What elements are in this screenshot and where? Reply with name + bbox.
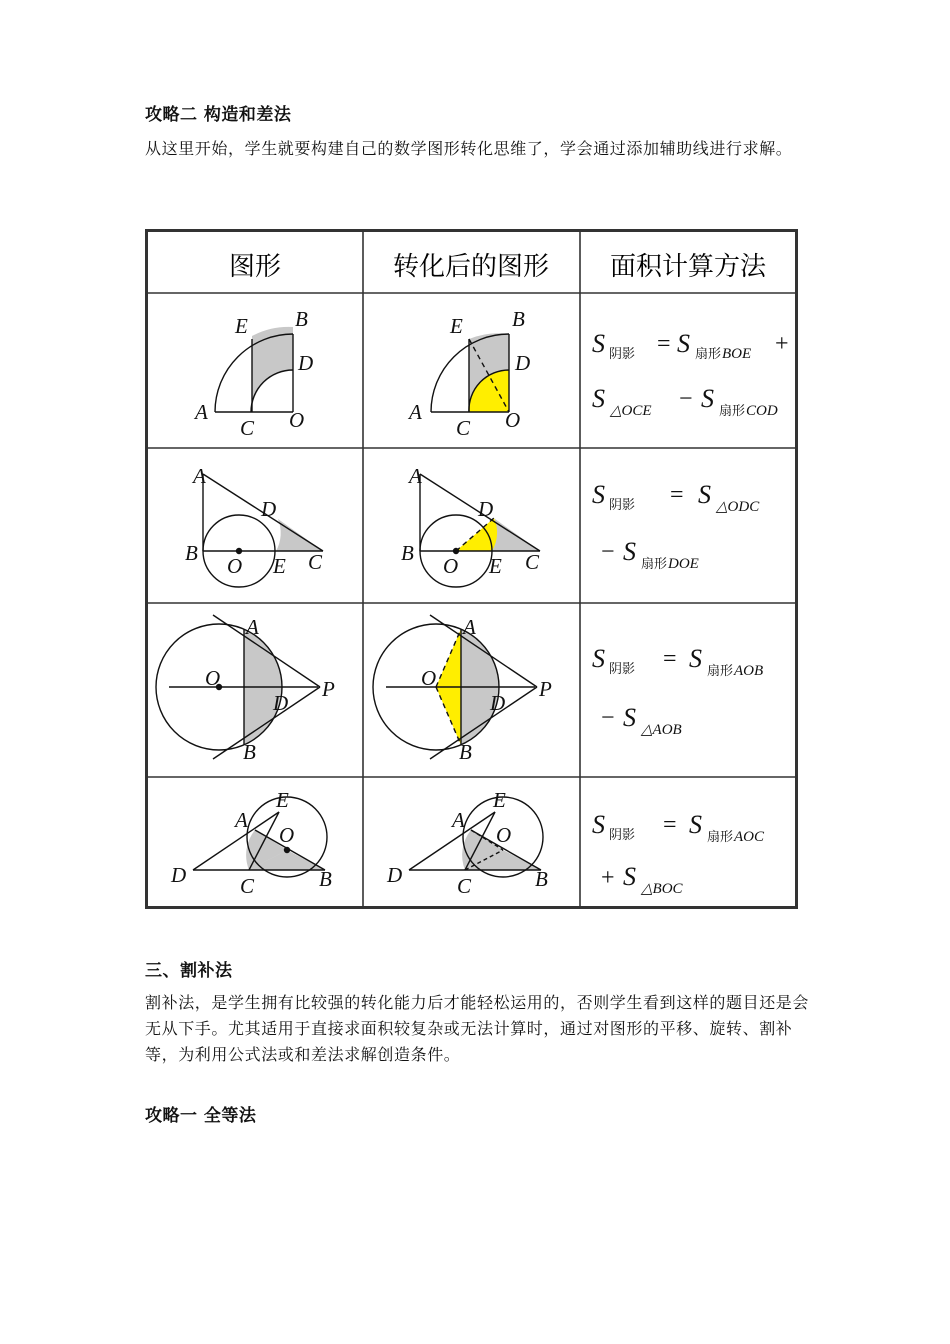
svg-text:A: A	[463, 615, 476, 639]
svg-text:O: O	[443, 554, 459, 578]
svg-text:阴影: 阴影	[609, 828, 636, 843]
svg-text:BOE: BOE	[722, 346, 752, 362]
row2-original-figure	[203, 474, 323, 587]
svg-text:P: P	[322, 677, 335, 701]
svg-text:C: C	[240, 416, 255, 440]
svg-text:扇形: 扇形	[707, 830, 734, 845]
svg-text:=: =	[663, 646, 677, 672]
svg-text:S: S	[592, 329, 605, 358]
svg-text:A: A	[195, 400, 208, 424]
svg-text:S: S	[592, 810, 605, 839]
svg-text:+: +	[775, 331, 789, 357]
svg-text:O: O	[496, 823, 512, 847]
section-heading-construct: 攻略二 构造和差法	[145, 105, 292, 125]
svg-text:E: E	[276, 788, 289, 812]
svg-text:B: B	[295, 307, 308, 331]
svg-text:阴影: 阴影	[609, 662, 636, 677]
svg-text:扇形: 扇形	[719, 404, 746, 419]
svg-text:AOC: AOC	[734, 829, 764, 845]
method-table	[145, 229, 798, 909]
svg-text:B: B	[459, 740, 472, 764]
svg-text:B: B	[512, 307, 525, 331]
row3-original-figure	[156, 615, 320, 759]
svg-text:△OCE: △OCE	[610, 403, 652, 419]
svg-text:+: +	[601, 865, 615, 891]
svg-text:A: A	[193, 464, 206, 488]
svg-text:D: D	[273, 691, 289, 715]
svg-text:S: S	[623, 537, 636, 566]
row2-formula	[592, 480, 760, 572]
svg-text:P: P	[539, 677, 552, 701]
row2-original-labels	[185, 464, 323, 578]
row4-transformed-figure	[409, 797, 543, 877]
svg-text:D: D	[298, 351, 314, 375]
svg-text:B: B	[185, 541, 198, 565]
svg-text:−: −	[679, 386, 693, 412]
svg-text:C: C	[525, 550, 540, 574]
svg-text:D: D	[490, 691, 506, 715]
svg-text:C: C	[240, 874, 255, 898]
svg-text:C: C	[456, 416, 471, 440]
svg-text:COD: COD	[746, 403, 778, 419]
header-figure: 图形	[228, 252, 282, 282]
svg-text:S: S	[592, 384, 605, 413]
section-paragraph-cut-fill: 割补法，是学生拥有比较强的转化能力后才能轻松运用的，否则学生看到这样的题目还是会无从下手。尤其适用于直接求面积较复杂或无法计算时，通过对图形的平移、旋转、割补等，为利用公式法或和差法求解创造条件。	[145, 993, 810, 1064]
svg-text:E: E	[450, 314, 463, 338]
svg-text:B: B	[535, 867, 548, 891]
svg-text:O: O	[227, 554, 243, 578]
svg-text:=: =	[663, 812, 677, 838]
row3-formula	[592, 644, 763, 738]
svg-text:A: A	[452, 808, 465, 832]
svg-text:阴影: 阴影	[609, 498, 636, 513]
svg-text:DOE: DOE	[668, 556, 699, 572]
svg-text:O: O	[421, 666, 437, 690]
svg-text:=: =	[657, 331, 671, 357]
section-heading-cut-fill: 三、割补法	[145, 961, 233, 981]
svg-text:−: −	[601, 539, 615, 565]
svg-text:△BOC: △BOC	[641, 881, 683, 897]
svg-text:E: E	[493, 788, 506, 812]
svg-text:E: E	[273, 554, 286, 578]
svg-text:−: −	[601, 705, 615, 731]
svg-text:O: O	[279, 823, 295, 847]
svg-text:O: O	[289, 408, 305, 432]
row4-formula	[592, 810, 765, 897]
svg-text:△AOB: △AOB	[641, 722, 682, 738]
svg-text:B: B	[401, 541, 414, 565]
svg-text:=: =	[670, 482, 684, 508]
svg-text:扇形: 扇形	[695, 347, 722, 362]
svg-text:E: E	[235, 314, 248, 338]
row4-original-figure	[193, 797, 327, 877]
svg-text:阴影: 阴影	[609, 347, 636, 362]
section-paragraph-construct: 从这里开始，学生就要构建自己的数学图形转化思维了，学会通过添加辅助线进行求解。	[145, 139, 793, 158]
svg-text:D: D	[171, 863, 187, 887]
svg-text:D: D	[515, 351, 531, 375]
row1-transformed-figure	[431, 333, 509, 412]
svg-text:A: A	[235, 808, 248, 832]
svg-text:A: A	[409, 464, 422, 488]
svg-text:S: S	[701, 384, 714, 413]
svg-text:S: S	[689, 810, 702, 839]
svg-text:S: S	[689, 644, 702, 673]
svg-text:AOB: AOB	[734, 663, 764, 679]
header-method: 面积计算方法	[609, 252, 767, 282]
svg-text:A: A	[246, 615, 259, 639]
svg-text:B: B	[243, 740, 256, 764]
svg-text:S: S	[592, 480, 605, 509]
svg-text:D: D	[261, 497, 277, 521]
svg-text:扇形: 扇形	[707, 664, 734, 679]
row1-formula	[592, 329, 789, 419]
svg-text:△ODC: △ODC	[716, 499, 760, 515]
svg-text:S: S	[592, 644, 605, 673]
svg-text:扇形: 扇形	[641, 557, 668, 572]
section-heading-congruence: 攻略一 全等法	[145, 1106, 257, 1126]
svg-text:O: O	[505, 408, 521, 432]
svg-text:E: E	[489, 554, 502, 578]
header-transformed: 转化后的图形	[392, 252, 550, 282]
svg-text:C: C	[308, 550, 323, 574]
svg-text:B: B	[319, 867, 332, 891]
row1-original-figure	[215, 327, 293, 412]
row3-transformed-figure	[373, 615, 537, 759]
svg-text:S: S	[698, 480, 711, 509]
svg-text:D: D	[387, 863, 403, 887]
svg-text:S: S	[623, 703, 636, 732]
svg-text:O: O	[205, 666, 221, 690]
row2-transformed-figure	[420, 474, 540, 587]
svg-text:C: C	[457, 874, 472, 898]
svg-text:D: D	[478, 497, 494, 521]
svg-text:S: S	[623, 862, 636, 891]
svg-text:S: S	[677, 329, 690, 358]
svg-text:A: A	[409, 400, 422, 424]
